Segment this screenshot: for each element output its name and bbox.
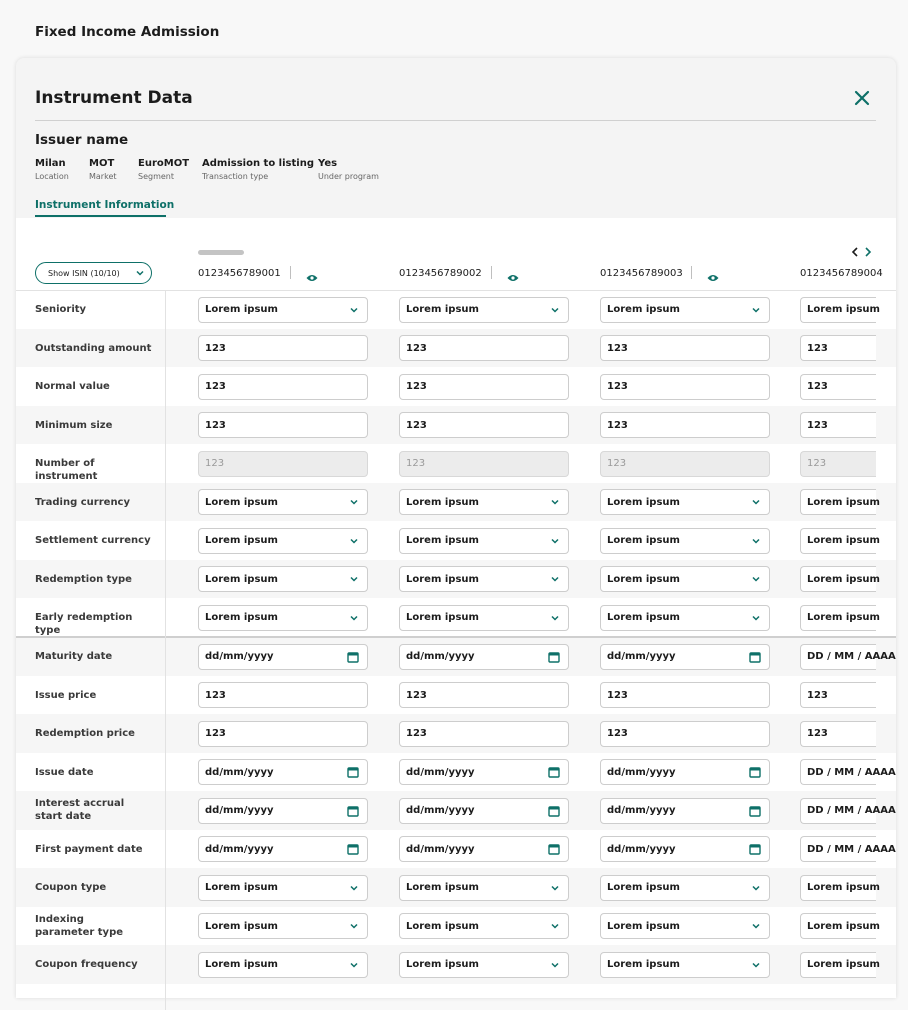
field-value: Lorem ipsum xyxy=(807,920,880,932)
date-input[interactable] xyxy=(198,644,368,670)
close-button[interactable] xyxy=(852,88,872,108)
prev-columns-button[interactable] xyxy=(848,244,862,258)
chevron-down-icon xyxy=(751,574,761,584)
select-field[interactable] xyxy=(600,605,770,631)
field-value: dd/mm/yyyy xyxy=(205,766,274,778)
calendar-icon xyxy=(749,843,761,855)
select-field[interactable] xyxy=(399,913,569,939)
chevron-down-icon xyxy=(550,921,560,931)
date-input[interactable] xyxy=(800,644,896,670)
field-value: 123 xyxy=(406,419,427,431)
select-field[interactable] xyxy=(600,297,770,323)
eye-icon xyxy=(306,273,318,283)
row-label: Issue date xyxy=(35,766,94,778)
tab-active-indicator xyxy=(35,215,166,217)
table-row xyxy=(16,329,896,368)
chevron-down-icon xyxy=(349,305,359,315)
select-field[interactable] xyxy=(198,297,368,323)
text-input[interactable] xyxy=(600,682,770,708)
text-input[interactable] xyxy=(399,412,569,438)
date-input[interactable] xyxy=(399,759,569,785)
field-value: dd/mm/yyyy xyxy=(607,651,676,662)
chevron-down-icon xyxy=(349,613,359,623)
select-field[interactable] xyxy=(399,566,569,592)
row-label: Issue price xyxy=(35,689,97,701)
show-isin-label: Show ISIN (10/10) xyxy=(48,268,120,278)
isin-separator xyxy=(290,266,291,279)
field-value: dd/mm/yyyy xyxy=(607,766,676,778)
field-value: dd/mm/yyyy xyxy=(406,805,475,816)
table-row xyxy=(16,560,896,599)
calendar-icon xyxy=(347,843,359,855)
field-value: 123 xyxy=(205,342,226,354)
text-input[interactable] xyxy=(198,721,368,747)
row-label: Outstanding amount xyxy=(35,342,152,354)
chevron-down-icon xyxy=(751,305,761,315)
chevron-down-icon xyxy=(349,574,359,584)
field-value: dd/mm/yyyy xyxy=(406,843,475,855)
calendar-icon xyxy=(548,766,560,778)
calendar-icon xyxy=(548,651,560,663)
field-value: dd/mm/yyyy xyxy=(607,805,676,816)
row-label: Interest accrual start date xyxy=(35,798,125,822)
toggle-visibility-button[interactable] xyxy=(306,268,318,278)
show-isin-dropdown[interactable] xyxy=(35,262,152,284)
disabled-input xyxy=(800,451,876,477)
field-value: 123 xyxy=(807,728,828,739)
eye-icon xyxy=(507,273,519,283)
select-field[interactable] xyxy=(198,913,368,939)
text-input[interactable] xyxy=(399,682,569,708)
field-value: Lorem ipsum xyxy=(807,959,880,970)
select-field[interactable] xyxy=(800,952,880,978)
chevron-right-icon xyxy=(861,245,875,259)
field-value: 123 xyxy=(205,458,225,469)
chevron-down-icon xyxy=(550,305,560,315)
date-input[interactable] xyxy=(198,759,368,785)
field-value: dd/mm/yyyy xyxy=(205,651,274,662)
chevron-down-icon xyxy=(349,960,359,970)
isin-separator xyxy=(691,266,692,279)
date-input[interactable] xyxy=(198,798,368,824)
select-field[interactable] xyxy=(800,297,880,323)
field-value: 123 xyxy=(607,458,627,469)
horizontal-scroll-handle[interactable] xyxy=(198,250,244,255)
calendar-icon xyxy=(347,651,359,663)
row-label: Settlement currency xyxy=(35,535,151,546)
select-field[interactable] xyxy=(600,489,770,515)
row-label: Maturity date xyxy=(35,651,113,662)
chevron-down-icon xyxy=(751,536,761,546)
isin-separator xyxy=(491,266,492,279)
field-value: dd/mm/yyyy xyxy=(205,805,274,816)
text-input[interactable] xyxy=(800,335,876,361)
table-row xyxy=(16,791,896,830)
calendar-icon xyxy=(347,766,359,778)
chevron-down-icon xyxy=(550,497,560,507)
select-field[interactable] xyxy=(399,489,569,515)
select-field[interactable] xyxy=(800,913,880,939)
select-field[interactable] xyxy=(399,875,569,901)
field-value: 123 xyxy=(607,419,628,431)
field-value: 123 xyxy=(607,342,628,354)
select-field[interactable] xyxy=(399,297,569,323)
field-value: Lorem ipsum xyxy=(406,612,479,623)
select-field[interactable] xyxy=(600,913,770,939)
disabled-input xyxy=(600,451,770,477)
text-input[interactable] xyxy=(600,721,770,747)
calendar-icon xyxy=(749,651,761,663)
text-input[interactable] xyxy=(399,335,569,361)
row-label: Seniority xyxy=(35,304,87,315)
field-value: Lorem ipsum xyxy=(205,882,278,893)
date-input[interactable] xyxy=(800,798,896,824)
field-value: Lorem ipsum xyxy=(406,920,479,932)
chevron-down-icon xyxy=(751,960,761,970)
next-columns-button[interactable] xyxy=(861,244,875,258)
disabled-input xyxy=(198,451,368,477)
field-value: DD / MM / AAAA xyxy=(807,843,896,855)
field-value: 123 xyxy=(807,419,828,431)
row-label: Coupon type xyxy=(35,882,107,893)
toggle-visibility-button[interactable] xyxy=(507,268,519,278)
toggle-visibility-button[interactable] xyxy=(707,268,719,278)
date-input[interactable] xyxy=(399,798,569,824)
field-value: Lorem ipsum xyxy=(406,304,479,315)
field-value: Lorem ipsum xyxy=(807,573,880,585)
field-value: Lorem ipsum xyxy=(205,573,278,585)
select-field[interactable] xyxy=(800,875,880,901)
eye-icon xyxy=(707,273,719,283)
instrument-data-panel xyxy=(16,58,896,998)
date-input[interactable] xyxy=(399,644,569,670)
field-value: Lorem ipsum xyxy=(807,882,880,893)
select-field[interactable] xyxy=(399,952,569,978)
select-field[interactable] xyxy=(800,489,880,515)
field-value: Lorem ipsum xyxy=(607,612,680,623)
text-input[interactable] xyxy=(800,374,876,400)
chevron-down-icon xyxy=(751,921,761,931)
chevron-down-icon xyxy=(349,883,359,893)
isin-header: 0123456789003 xyxy=(600,268,683,279)
field-value: 123 xyxy=(205,419,226,431)
chevron-down-icon xyxy=(550,883,560,893)
isin-header: 0123456789001 xyxy=(198,268,281,279)
field-value: 123 xyxy=(807,381,828,392)
row-label: Normal value xyxy=(35,381,110,392)
field-value: Lorem ipsum xyxy=(406,882,479,893)
text-input[interactable] xyxy=(600,374,770,400)
text-input[interactable] xyxy=(800,721,876,747)
isin-header: 0123456789004 xyxy=(800,268,883,279)
meta-segment: EuroMOT Segment xyxy=(138,158,190,181)
meta-market: MOT Market xyxy=(89,158,117,181)
text-input[interactable] xyxy=(198,412,368,438)
panel-title: Instrument Data xyxy=(35,88,193,108)
field-value: 123 xyxy=(406,381,427,392)
field-value: 123 xyxy=(406,728,427,739)
text-input[interactable] xyxy=(399,374,569,400)
field-value: Lorem ipsum xyxy=(406,573,479,585)
text-input[interactable] xyxy=(600,335,770,361)
chevron-left-icon xyxy=(848,245,862,259)
calendar-icon xyxy=(548,805,560,817)
row-label: Redemption type xyxy=(35,573,132,585)
table-row xyxy=(16,868,896,907)
row-label: Redemption price xyxy=(35,728,135,739)
field-value: DD / MM / AAAA xyxy=(807,766,896,778)
text-input[interactable] xyxy=(198,335,368,361)
date-input[interactable] xyxy=(800,836,896,862)
field-value: DD / MM / AAAA xyxy=(807,805,896,816)
table-row xyxy=(16,753,896,792)
field-value: Lorem ipsum xyxy=(406,535,479,546)
chevron-down-icon xyxy=(550,536,560,546)
table-row xyxy=(16,406,896,445)
field-value: 123 xyxy=(205,381,226,392)
select-field[interactable] xyxy=(399,605,569,631)
table-row xyxy=(16,290,896,329)
table-row xyxy=(16,598,896,637)
select-field[interactable] xyxy=(800,605,880,631)
table-row xyxy=(16,907,896,946)
field-value: Lorem ipsum xyxy=(607,959,680,970)
field-value: Lorem ipsum xyxy=(205,959,278,970)
text-input[interactable] xyxy=(198,682,368,708)
field-value: 123 xyxy=(205,728,226,739)
calendar-icon xyxy=(347,805,359,817)
field-value: Lorem ipsum xyxy=(205,304,278,315)
chevron-down-icon xyxy=(550,960,560,970)
field-value: Lorem ipsum xyxy=(607,882,680,893)
row-label: Number of instrument xyxy=(35,458,98,482)
field-value: Lorem ipsum xyxy=(607,920,680,932)
table-row xyxy=(16,830,896,869)
field-value: Lorem ipsum xyxy=(807,496,880,508)
field-value: dd/mm/yyyy xyxy=(607,843,676,855)
chevron-down-icon xyxy=(135,268,145,278)
field-value: Lorem ipsum xyxy=(607,573,680,585)
table-row xyxy=(16,676,896,715)
field-value: dd/mm/yyyy xyxy=(205,843,274,855)
chevron-down-icon xyxy=(349,921,359,931)
select-field[interactable] xyxy=(800,566,880,592)
date-input[interactable] xyxy=(600,644,770,670)
text-input[interactable] xyxy=(800,682,876,708)
label-column-divider xyxy=(165,290,166,1010)
table-row xyxy=(16,444,896,483)
close-icon xyxy=(852,88,872,108)
chevron-down-icon xyxy=(349,497,359,507)
field-value: Lorem ipsum xyxy=(607,535,680,546)
table-row xyxy=(16,483,896,522)
field-value: 123 xyxy=(406,689,427,701)
field-value: 123 xyxy=(807,458,827,469)
field-value: 123 xyxy=(807,342,828,354)
select-field[interactable] xyxy=(198,952,368,978)
select-field[interactable] xyxy=(198,605,368,631)
text-input[interactable] xyxy=(600,412,770,438)
table-row xyxy=(16,637,896,676)
chevron-down-icon xyxy=(751,497,761,507)
table-row xyxy=(16,367,896,406)
row-label: Indexing parameter type xyxy=(35,913,124,938)
select-field[interactable] xyxy=(600,875,770,901)
calendar-icon xyxy=(548,843,560,855)
field-value: dd/mm/yyyy xyxy=(406,766,475,778)
select-field[interactable] xyxy=(198,528,368,554)
date-input[interactable] xyxy=(399,836,569,862)
field-value: DD / MM / AAAA xyxy=(807,651,896,662)
isin-header: 0123456789002 xyxy=(399,268,482,279)
field-value: Lorem ipsum xyxy=(205,920,278,932)
select-field[interactable] xyxy=(600,952,770,978)
table-row xyxy=(16,945,896,984)
select-field[interactable] xyxy=(600,566,770,592)
chevron-down-icon xyxy=(349,536,359,546)
row-label: Coupon frequency xyxy=(35,959,138,970)
field-value: Lorem ipsum xyxy=(807,535,880,546)
meta-transaction-type: Admission to listing Transaction type xyxy=(202,158,314,181)
field-value: Lorem ipsum xyxy=(406,496,479,508)
field-value: 123 xyxy=(406,458,426,469)
app-title: Fixed Income Admission xyxy=(35,24,220,40)
field-value: Lorem ipsum xyxy=(607,496,680,508)
title-divider xyxy=(35,120,876,121)
row-label: Early redemption type xyxy=(35,612,133,636)
field-value: 123 xyxy=(406,342,427,354)
text-input[interactable] xyxy=(800,412,876,438)
field-value: Lorem ipsum xyxy=(205,535,278,546)
date-input[interactable] xyxy=(600,759,770,785)
tab-instrument-information[interactable]: Instrument Information xyxy=(35,199,175,211)
calendar-icon xyxy=(749,766,761,778)
meta-location: Milan Location xyxy=(35,158,69,181)
meta-under-program: Yes Under program xyxy=(318,158,379,181)
field-value: Lorem ipsum xyxy=(607,304,680,315)
calendar-icon xyxy=(749,805,761,817)
date-input[interactable] xyxy=(800,759,896,785)
select-field[interactable] xyxy=(198,489,368,515)
select-field[interactable] xyxy=(800,528,880,554)
issuer-name: Issuer name xyxy=(35,132,129,148)
chevron-down-icon xyxy=(751,613,761,623)
select-field[interactable] xyxy=(600,528,770,554)
field-value: Lorem ipsum xyxy=(807,612,880,623)
field-value: Lorem ipsum xyxy=(205,496,278,508)
table-row xyxy=(16,714,896,753)
row-label: Trading currency xyxy=(35,496,131,508)
date-input[interactable] xyxy=(600,836,770,862)
field-value: 123 xyxy=(607,381,628,392)
date-input[interactable] xyxy=(198,836,368,862)
disabled-input xyxy=(399,451,569,477)
row-label: Minimum size xyxy=(35,419,113,431)
date-input[interactable] xyxy=(600,798,770,824)
section-divider xyxy=(16,636,896,638)
select-field[interactable] xyxy=(399,528,569,554)
field-value: Lorem ipsum xyxy=(807,304,880,315)
row-label: First payment date xyxy=(35,843,143,855)
text-input[interactable] xyxy=(399,721,569,747)
field-value: dd/mm/yyyy xyxy=(406,651,475,662)
field-value: 123 xyxy=(807,689,828,701)
chevron-down-icon xyxy=(550,613,560,623)
text-input[interactable] xyxy=(198,374,368,400)
select-field[interactable] xyxy=(198,875,368,901)
instrument-table xyxy=(16,218,896,998)
field-value: 123 xyxy=(607,728,628,739)
chevron-down-icon xyxy=(550,574,560,584)
field-value: 123 xyxy=(607,689,628,701)
select-field[interactable] xyxy=(198,566,368,592)
table-row xyxy=(16,521,896,560)
field-value: Lorem ipsum xyxy=(406,959,479,970)
field-value: Lorem ipsum xyxy=(205,612,278,623)
chevron-down-icon xyxy=(751,883,761,893)
field-value: 123 xyxy=(205,689,226,701)
